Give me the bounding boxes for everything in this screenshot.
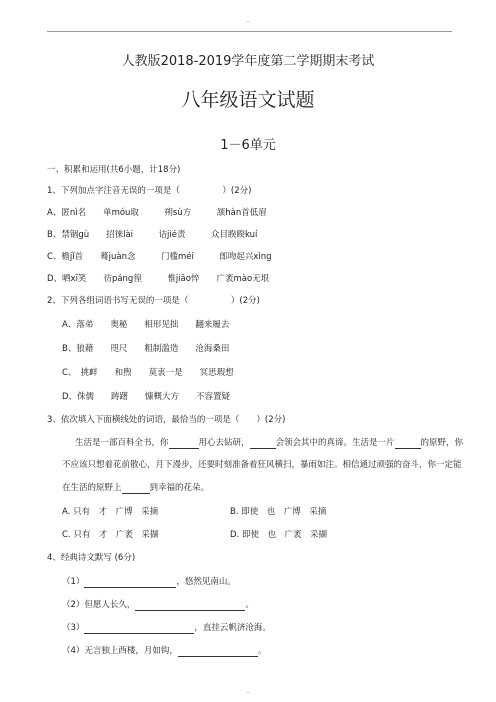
q4-item-3: [62, 623, 271, 634]
q4-text: （4）无言独上西楼，月如钩，: [62, 646, 178, 656]
q3-para-line-2: 不应该只想着花前散心，月下漫步，还要时刻准备着狂风横扫，暴雨如注。相信通过顽强的奋斗，你一定能: [62, 460, 462, 470]
q2-stem: 2、下列各组词语书写无误的一项是（ ）(2分): [47, 296, 260, 306]
fill-blank[interactable]: [135, 601, 245, 611]
q1-option-b: B、禁锢gù 招徕lài 诘jié责 众目睽睽kuí: [47, 230, 258, 240]
unit-scope: 1－6单元: [220, 138, 276, 153]
q4-item-4: [62, 646, 266, 657]
header-rule: [47, 31, 452, 32]
fill-blank[interactable]: [84, 578, 176, 588]
q4-item-2: [62, 600, 254, 611]
q1-option-a: A、匿nì名 单móu取 朔sù方 颔hàn首低眉: [47, 208, 267, 218]
q3-text: 用心去钻研，: [198, 438, 250, 448]
q3-text: 会领会其中的真谛。生活是一片: [275, 438, 395, 448]
q2-option-a: A、落弟 奥秘 相形见拙 翻来履去: [62, 320, 230, 330]
section-heading: 一、积累和运用(共6小题，计18分): [47, 165, 181, 175]
q2-option-c: C、 挑衅 和煦 莫衷一是 冥思瑕想: [62, 368, 234, 378]
q3-text: 到幸福的花朵。: [149, 483, 210, 493]
q3-para-line-3: [62, 483, 209, 494]
q4-text: 。: [257, 646, 267, 656]
fill-blank[interactable]: [395, 439, 421, 449]
footer-dots: ..: [246, 688, 250, 695]
q4-stem: 4、经典诗文默写 (6分): [47, 553, 136, 563]
exam-title: 人教版2018-2019学年度第二学期期末考试: [121, 54, 375, 69]
header-dots: ..: [246, 17, 250, 24]
q3-option-a: A. 只有 才 广博 采摘: [62, 507, 159, 517]
q3-para-line-1: [75, 438, 463, 449]
q4-text: ，直挂云帆济沧海。: [194, 623, 271, 633]
fill-blank[interactable]: [178, 647, 258, 657]
fill-blank[interactable]: [169, 439, 199, 449]
q2-option-d: D、侏儒 踌躇 慷概大方 不容置疑: [62, 392, 231, 402]
q4-text: （1）: [62, 577, 85, 587]
q3-option-d: D. 即使 也 广袤 采撷: [230, 530, 327, 540]
q1-option-d: D、哂xī笑 彷páng徨 惟jiāo悴 广袤mào无垠: [47, 274, 270, 284]
fill-blank[interactable]: [250, 439, 276, 449]
fill-blank[interactable]: [122, 484, 150, 494]
q3-text: 生活是一部百科全书，你: [75, 438, 169, 448]
fill-blank[interactable]: [84, 624, 194, 634]
q3-option-c: C. 只有 才 广袤 采撷: [62, 530, 159, 540]
q3-text: 的原野，你: [420, 438, 464, 448]
q3-text: 在生活的原野上: [62, 483, 122, 493]
q4-text: ，悠然见南山。: [176, 577, 236, 587]
q1-stem: 1、下列加点字注音无误的一项是（ ）(2分): [47, 186, 252, 196]
subject-title: 八年级语文试题: [181, 89, 315, 111]
q3-option-b: B. 即使 也 广博 采摘: [230, 507, 327, 517]
q4-item-1: [62, 577, 236, 588]
q2-option-b: B、狼藉 咫尺 粗制滥造 沧海桑田: [62, 344, 230, 354]
q4-text: （3）: [62, 623, 85, 633]
q4-text: （2）但愿人长久，: [62, 600, 136, 610]
q4-text: 。: [245, 600, 254, 610]
q3-stem: 3、依次填入下面横线处的词语，最恰当的一项是（ ）(2分): [47, 415, 286, 425]
q1-option-c: C、檐jǐ首 蓦juàn念 门槛méi 郎吻起兴xìng: [47, 252, 272, 262]
